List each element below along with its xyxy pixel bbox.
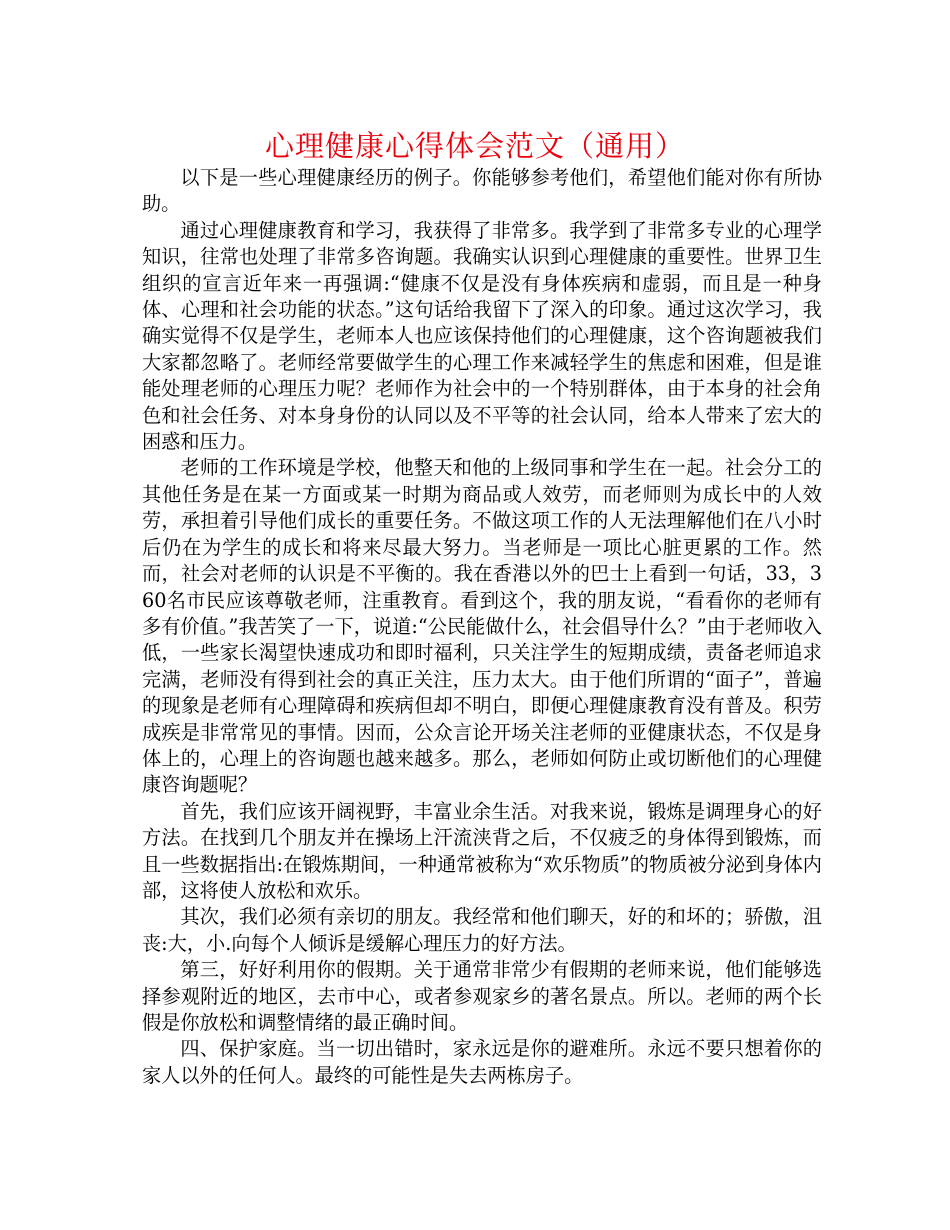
paragraph-third-point: 第三，好好利用你的假期。关于通常非常少有假期的老师来说，他们能够选择参观附近的地区，去市中心，或者参观家乡的著名景点。所以。老师的两个长假是你放松和调整情绪的最正确时间。 <box>142 958 822 1034</box>
document-body <box>142 165 822 1089</box>
paragraph-fourth-point: 四、保护家庭。当一切出错时，家永远是你的避难所。永远不要只想着你的家人以外的任何人。最终的可能性是失去两栋房子。 <box>142 1037 822 1087</box>
document-title: 心理健康心得体会范文（通用） <box>264 129 685 163</box>
paragraph-first-point: 首先，我们应该开阔视野，丰富业余生活。对我来说，锻炼是调理身心的好方法。在找到几个朋友并在操场上汗流浃背之后，不仅疲乏的身体得到锻炼，而且一些数据指出:在锻炼期间，一种通常被称为“欢乐物质”的物质被分泌到身体内部，这将使人放松和欢乐。 <box>142 799 822 902</box>
paragraph-intro: 以下是一些心理健康经历的例子。你能够参考他们，希望他们能对你有所协助。 <box>142 166 822 216</box>
paragraph-second-point: 其次，我们必须有亲切的朋友。我经常和他们聊天，好的和坏的；骄傲，沮丧:大，小.向每个人倾诉是缓解心理压力的好方法。 <box>142 905 822 955</box>
paragraph-work-environment: 老师的工作环境是学校，他整天和他的上级同事和学生在一起。社会分工的其他任务是在某一方面或某一时期为商品或人效劳，而老师则为成长中的人效劳，承担着引导他们成长的重要任务。不做这项工作的人无法理解他们在八小时后仍在为学生的成长和将来尽最大努力。当老师是一项比心脏更累的工作。然而，社会对老师的认识是不平衡的。我在香港以外的巴士上看到一句话，33，360名市民应该尊敬老师，注重教育。看到这个，我的朋友说，“看看你的老师有多有价值。”我苦笑了一下，说道:“公民能做什么，社会倡导什么？”由于老师收入低，一些家长渴望快速成功和即时福利，只关注学生的短期成绩，责备老师追求完满，老师没有得到社会的真正关注，压力太大。由于他们所谓的“面子”，普遍的现象是老师有心理障碍和疾病但却不明白，即便心理健康教育没有普及。积劳成疾是非常常见的事情。因而，公众言论开场关注老师的亚健康状态，不仅是身体上的，心理上的咨询题也越来越多。那么，老师如何防止或切断他们的心理健康咨询题呢？ <box>142 456 822 797</box>
paragraph-learning: 通过心理健康教育和学习，我获得了非常多。我学到了非常多专业的心理学知识，往常也处理了非常多咨询题。我确实认识到心理健康的重要性。世界卫生组织的宣言近年来一再强调:“健康不仅是没有身体疾病和虚弱，而且是一种身体、心理和社会功能的状态。”这句话给我留下了深入的印象。通过这次学习，我确实觉得不仅是学生，老师本人也应该保持他们的心理健康，这个咨询题被我们大家都忽略了。老师经常要做学生的心理工作来减轻学生的焦虑和困难，但是谁能处理老师的心理压力呢？老师作为社会中的一个特别群体，由于本身的社会角色和社会任务、对本身身份的认同以及不平等的社会认同，给本人带来了宏大的困惑和压力。 <box>142 218 822 454</box>
